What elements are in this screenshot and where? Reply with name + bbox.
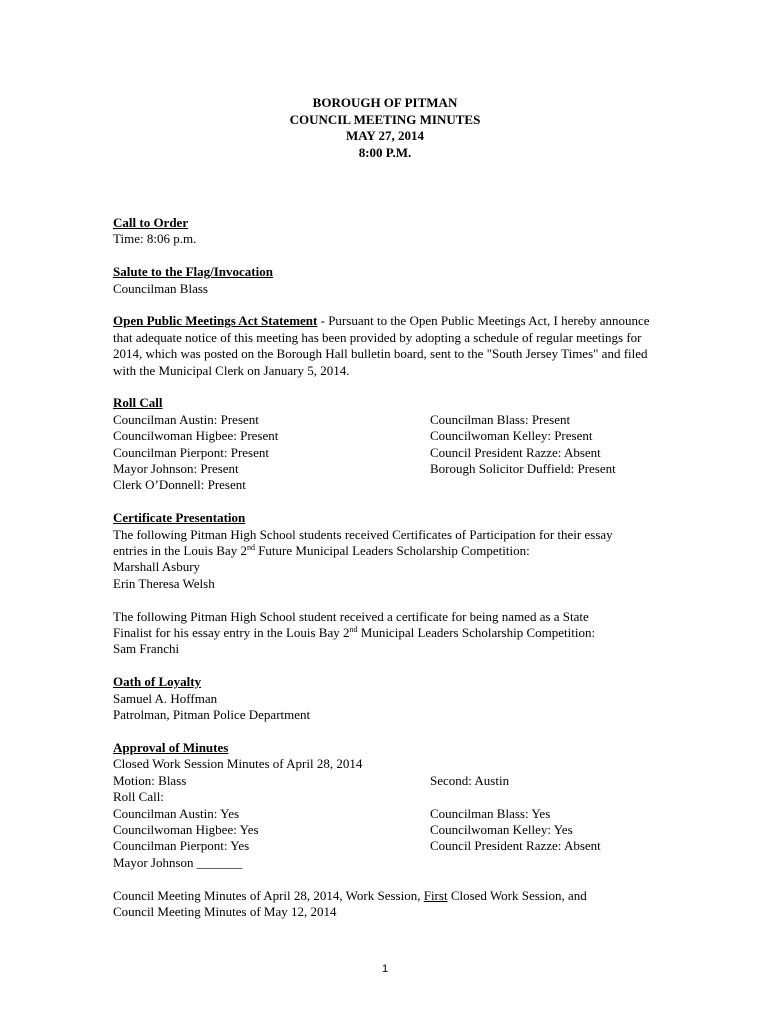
header-title: COUNCIL MEETING MINUTES [289, 111, 481, 127]
roll-call-entry: Clerk O’Donnell: Present [113, 477, 246, 493]
roll-call-row [113, 428, 658, 444]
next-approval-item [113, 888, 658, 904]
ordinal-suffix: nd [349, 625, 358, 635]
vote-entry: Councilman Austin: Yes [113, 805, 240, 821]
roll-call-entry: Councilwoman Kelley: Present [430, 428, 593, 444]
roll-call-entry: Council President Razze: Absent [430, 444, 601, 460]
roll-call-entry: Councilman Austin: Present [113, 411, 259, 427]
section-approval [113, 740, 658, 920]
certificate-text: The following Pitman High School students received Certificates of Participation for their essay [113, 526, 613, 542]
section-roll-call [113, 395, 658, 493]
vote-roll-call-label: Roll Call: [113, 789, 164, 805]
student-name: Marshall Asbury [113, 559, 201, 575]
header-date: MAY 27, 2014 [345, 128, 425, 143]
next-item-underlined: First [423, 887, 448, 903]
vote-entry: Mayor Johnson _______ [113, 854, 243, 870]
vote-entry: Councilwoman Higbee: Yes [113, 821, 259, 837]
section-call-to-order [113, 215, 658, 248]
document-header [0, 95, 770, 161]
opma-paragraph [113, 313, 658, 379]
vote-row [113, 822, 658, 838]
roll-call-row [113, 477, 658, 493]
ordinal-suffix: nd [246, 543, 255, 553]
second-text: Second: Austin [430, 772, 510, 788]
certificate-text [113, 543, 658, 559]
roll-call-entry: Councilman Blass: Present [430, 411, 571, 427]
student-name: Erin Theresa Welsh [113, 575, 215, 591]
certificate-text-part: Future Municipal Leaders Scholarship Competition: [254, 543, 530, 559]
vote-entry [430, 855, 658, 871]
vote-row [113, 838, 658, 854]
roll-call-row [113, 461, 658, 477]
certificate-text-part: Finalist for his essay entry in the Louis Bay 2 [113, 625, 350, 641]
salute-heading: Salute to the Flag/Invocation [113, 264, 273, 280]
student-name: Sam Franchi [113, 641, 180, 657]
motion-row [113, 773, 658, 789]
section-opma [113, 313, 658, 379]
section-salute [113, 264, 658, 297]
vote-entry: Council President Razze: Absent [430, 838, 601, 854]
roll-call-heading: Roll Call [113, 395, 163, 411]
call-to-order-heading: Call to Order [113, 215, 189, 230]
motion-text: Motion: Blass [113, 772, 187, 788]
opma-heading: Open Public Meetings Act Statement [113, 313, 318, 329]
approval-item: Closed Work Session Minutes of April 28, 2014 [113, 756, 363, 772]
certificate-text [113, 625, 658, 641]
salute-text: Councilman Blass [113, 280, 208, 296]
call-to-order-time: Time: 8:06 p.m. [113, 231, 197, 247]
oath-heading: Oath of Loyalty [113, 674, 202, 690]
certificate-heading: Certificate Presentation [113, 510, 246, 526]
certificate-text-part: Municipal Leaders Scholarship Competition: [357, 625, 596, 641]
vote-entry: Councilwoman Kelley: Yes [430, 821, 573, 837]
roll-call-entry: Mayor Johnson: Present [113, 461, 239, 477]
vote-entry: Councilman Pierpont: Yes [113, 838, 250, 854]
header-time: 8:00 P.M. [358, 144, 412, 160]
blank-line [113, 871, 658, 887]
section-oath [113, 674, 658, 723]
certificate-text-part: entries in the Louis Bay 2 [113, 543, 247, 559]
certificate-text: The following Pitman High School student received a certificate for being named as a State [113, 608, 589, 624]
vote-row [113, 806, 658, 822]
vote-entry: Councilman Blass: Yes [430, 805, 551, 821]
vote-row [113, 855, 658, 871]
roll-call-entry: Councilwoman Higbee: Present [113, 428, 279, 444]
minutes-body [113, 215, 658, 937]
oath-name: Samuel A. Hoffman [113, 690, 218, 706]
page-number: 1 [381, 963, 389, 975]
oath-title: Patrolman, Pitman Police Department [113, 707, 311, 723]
approval-heading: Approval of Minutes [113, 739, 229, 755]
roll-call-row [113, 445, 658, 461]
next-item-text: Closed Work Session, and [447, 887, 587, 903]
opma-text: - Pursuant to the Open Public Meetings Act, I hereby announce that adequate notice of this meeting has been provided by adopting a schedule of regular meetings for 2014, which was posted on the Borough Hall bulletin board, sent to the "South Jersey Times" and filed with the Municipal Clerk on January 5, 2014. [113, 313, 650, 378]
blank-line [113, 592, 658, 608]
roll-call-entry: Borough Solicitor Duffield: Present [430, 461, 616, 477]
section-certificate [113, 510, 658, 658]
header-borough: BOROUGH OF PITMAN [312, 95, 458, 110]
roll-call-row [113, 412, 658, 428]
next-approval-item-line2: Council Meeting Minutes of May 12, 2014 [113, 903, 337, 919]
roll-call-entry: Councilman Pierpont: Present [113, 444, 269, 460]
roll-call-entry [430, 477, 658, 493]
next-item-text: Council Meeting Minutes of April 28, 2014, Work Session, [113, 887, 424, 903]
